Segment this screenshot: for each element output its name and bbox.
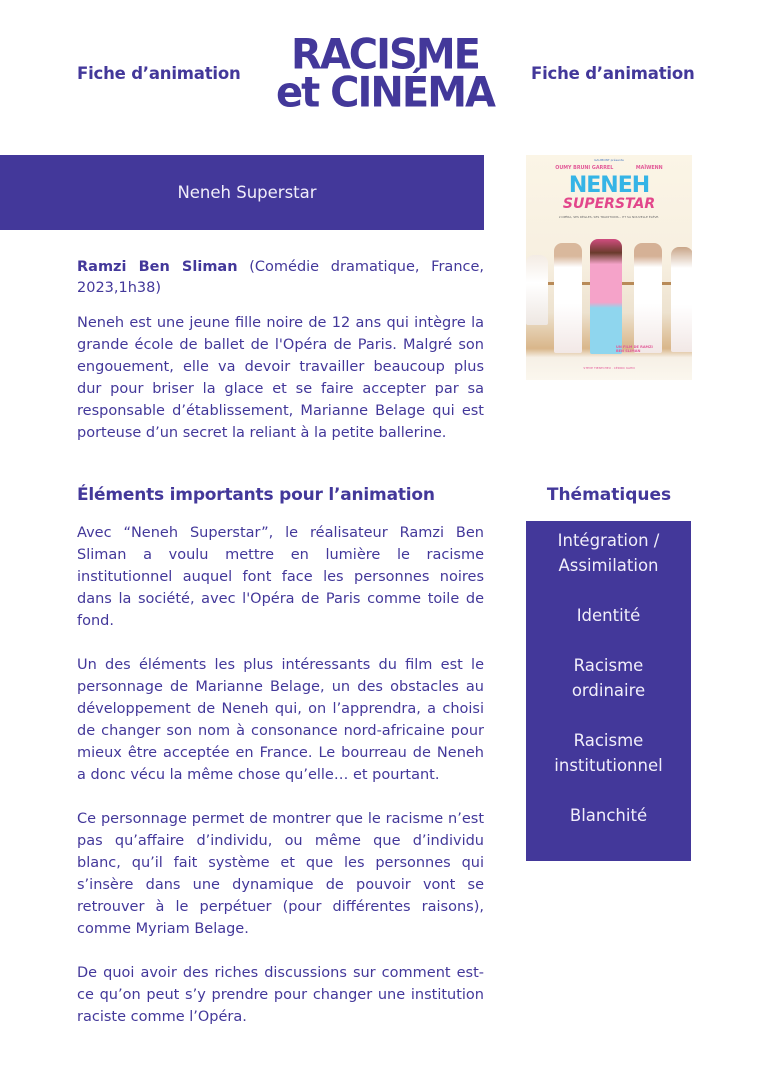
poster-title-2: SUPERSTAR	[562, 196, 656, 212]
film-title: Neneh Superstar	[177, 183, 317, 202]
logo-line-1: RACISME	[291, 30, 479, 80]
film-title-banner	[0, 155, 484, 230]
theme-item: Identité	[576, 606, 641, 625]
poster-director-credit: UN FILM DE RAMZI BEN SLIMAN	[616, 345, 653, 353]
director-name: Ramzi Ben Sliman	[77, 259, 238, 275]
film-poster-image	[526, 155, 692, 380]
film-synopsis: Neneh est une jeune fille noire de 12 ans qui intègre la grande école de ballet de l'Opéra de Paris. Malgré son engouement, elle va devoir travailler beaucoup plus dur pour briser la glace et se faire accepter par sa responsable d’établissement, Marianne Belage qui est porteuse d’un secret la reliant à la petite ballerine.	[77, 315, 484, 441]
film-credit-line	[77, 257, 484, 299]
poster-bottom-cast: STEVE TIENTCHEU · CÉDRIC KAHN	[583, 366, 635, 370]
theme-item: Racisme ordinaire	[571, 656, 646, 700]
film-details: (Comédie dramatique, France, 2023,1h38)	[77, 259, 485, 296]
themes-box	[526, 521, 691, 861]
poster-studio: GAUMONT présente	[594, 158, 624, 162]
poster-dancer-shape	[554, 243, 582, 353]
poster-tagline: L'OPÉRA, SES RÈGLES, SES TRADITIONS... ET SA NOUVELLE ÉLÈVE.	[558, 215, 660, 219]
poster-cast	[526, 166, 692, 171]
poster-dancer-shape	[526, 255, 548, 325]
poster-cast-2: MAÏWENN	[635, 166, 663, 171]
poster-dancer-shape	[634, 243, 662, 353]
poster-cast-1: OUMY BRUNI GARREL	[555, 166, 614, 171]
poster-dancer-shape	[590, 239, 622, 354]
poster-title-1: NENEH	[568, 173, 650, 198]
logo-line-2: et CINÉMA	[276, 68, 494, 118]
animation-section-body	[77, 522, 484, 1050]
poster-dancer-shape	[671, 247, 692, 352]
animation-paragraph: Avec “Neneh Superstar”, le réalisateur Ramzi Ben Sliman a voulu mettre en lumière le racisme institutionnel auquel font face les personnes noires dans la société, avec l'Opéra de Paris comme toile de fond.	[77, 525, 484, 629]
theme-item: Blanchité	[569, 806, 648, 825]
header-left-label: Fiche d’animation	[77, 64, 241, 83]
animation-paragraph: Un des éléments les plus intéressants du film est le personnage de Marianne Belage, un des obstacles au développement de Neneh qui, on l’apprendra, a choisi de changer son nom à consonance nord-africaine pour mieux être acceptée en France. Le bourreau de Neneh a donc vécu la même chose qu’elle… et pourtant.	[77, 657, 484, 783]
header-right-label: Fiche d’animation	[531, 64, 695, 83]
animation-paragraph: De quoi avoir des riches discussions sur comment est-ce qu’on peut s’y prendre pour changer une institution raciste comme l’Opéra.	[77, 965, 484, 1025]
theme-item: Intégration / Assimilation	[557, 531, 660, 575]
themes-title: Thématiques	[546, 485, 672, 505]
animation-section-title: Éléments importants pour l’animation	[77, 485, 435, 505]
theme-item: Racisme institutionnel	[554, 731, 663, 775]
racisme-et-cinema-logo	[275, 30, 495, 118]
animation-paragraph: Ce personnage permet de montrer que le racisme n’est pas qu’affaire d’individu, ou même que d’individu blanc, qu’il fait système et que les personnes qui s’insère dans une dynamique de pouvoir vont se retrouver à le perpétuer (pour différentes raisons), comme Myriam Belage.	[77, 811, 484, 937]
